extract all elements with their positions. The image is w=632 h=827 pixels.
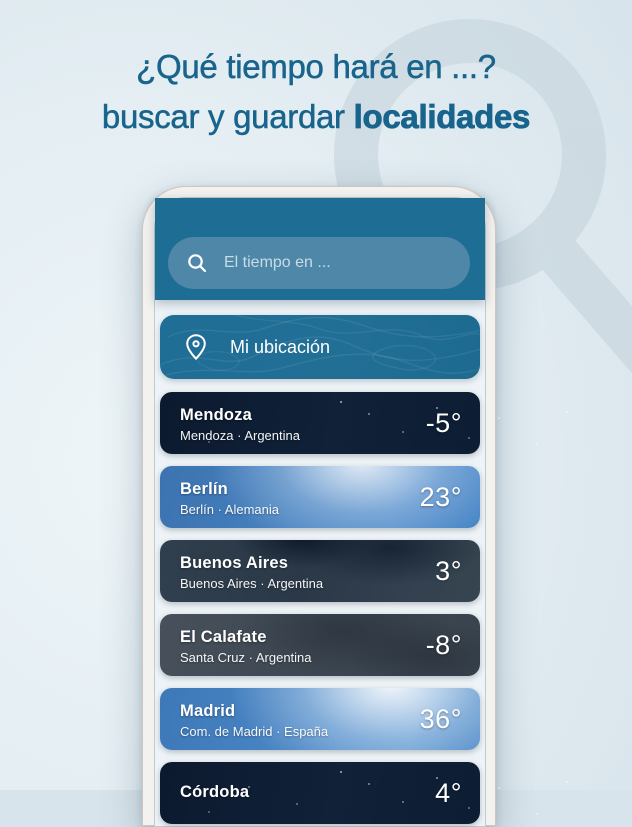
location-region: Buenos Aires · Argentina [180, 575, 324, 591]
search-input[interactable] [222, 253, 452, 273]
location-card[interactable] [160, 540, 480, 602]
location-name: Madrid [180, 701, 236, 720]
location-name: Córdoba [180, 783, 250, 801]
location-card-text [160, 478, 420, 517]
location-card[interactable] [160, 762, 480, 824]
search-icon [186, 252, 208, 274]
location-card-text [160, 700, 420, 739]
location-panel [155, 300, 485, 824]
phone-screen [154, 197, 486, 827]
my-location-button[interactable] [160, 315, 480, 379]
location-name: Berlín [180, 479, 228, 498]
location-card[interactable] [160, 466, 480, 528]
title-line-2 [0, 92, 632, 142]
title-line-1: ¿Qué tiempo hará en ...? [136, 48, 496, 85]
location-temp: -5° [425, 407, 462, 438]
location-name: El Calafate [180, 627, 267, 646]
location-card[interactable] [160, 392, 480, 454]
location-card-text [160, 552, 435, 591]
title-line-2-bold: localidades [353, 98, 531, 135]
location-region: Mendoza · Argentina [180, 427, 300, 443]
location-pin-icon [184, 333, 208, 361]
location-name: Mendoza [180, 405, 252, 424]
app-header [155, 198, 485, 300]
location-list [160, 392, 480, 824]
my-location-label: Mi ubicación [230, 336, 331, 357]
location-temp: 4° [435, 777, 462, 808]
search-bar[interactable] [168, 237, 470, 289]
phone-mockup [142, 186, 496, 826]
location-region: Santa Cruz · Argentina [180, 649, 312, 665]
location-card[interactable] [160, 688, 480, 750]
location-temp: 36° [419, 703, 462, 734]
location-temp: 3° [435, 555, 462, 586]
location-card[interactable] [160, 614, 480, 676]
location-temp: 23° [419, 481, 462, 512]
location-temp: -8° [425, 629, 462, 660]
title-line-2-regular: buscar y guardar [101, 98, 354, 135]
location-card-text [160, 626, 426, 665]
location-card-text [160, 404, 426, 443]
page-title [0, 42, 632, 142]
location-region: Com. de Madrid · España [180, 723, 329, 739]
location-card-text [160, 781, 435, 805]
location-name: Buenos Aires [180, 553, 289, 572]
location-region: Berlín · Alemania [180, 501, 279, 517]
